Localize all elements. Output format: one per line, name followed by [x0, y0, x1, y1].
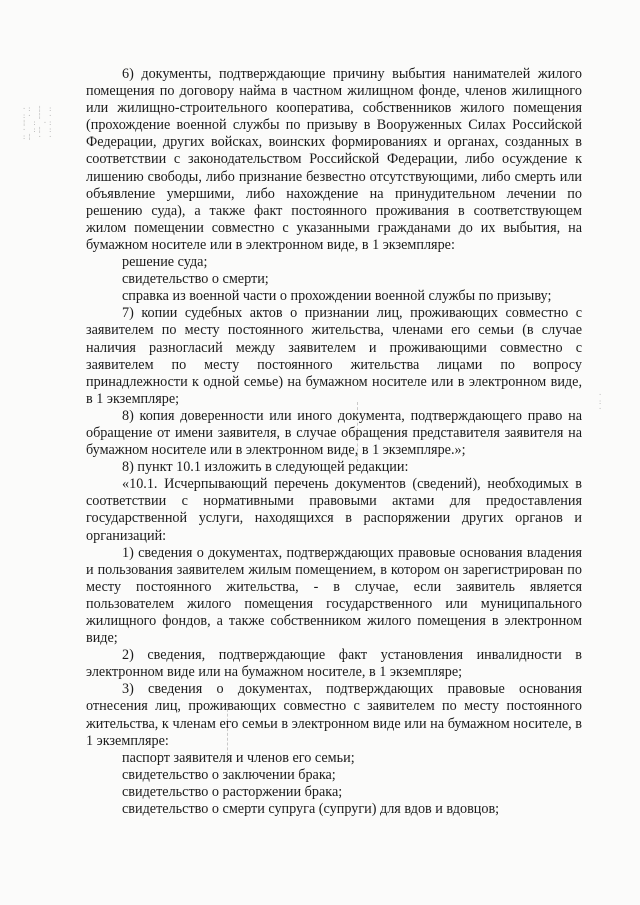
paragraph-section-10-1: «10.1. Исчерпывающий перечень документов (сведений), необходимых в соответствии с нормативными правовыми актами для предоставления государственной услуги, находящихся в распоряжении других органов и организаций:: [86, 476, 582, 544]
paragraph-subitem-1: 1) сведения о документах, подтверждающих правовые основания владения и пользования заявителем жилым помещением, в котором он зарегистрирован по месту постоянного жительства, - в случае, если заявитель является пользователем жилого помещения государственного или муниципального жилищного фондов, а также собственником жилого помещения в электронном виде;: [86, 544, 582, 647]
list-item-divorce-certificate: свидетельство о расторжении брака;: [122, 783, 343, 800]
document-body: [86, 66, 582, 818]
list-item-marriage-certificate: свидетельство о заключении брака;: [122, 766, 336, 783]
paragraph-subitem-2: 2) сведения, подтверждающие факт установления инвалидности в электронном виде или на бумажном носителе, в 1 экземпляре;: [86, 647, 582, 681]
list-item-passport: паспорт заявителя и членов его семьи;: [122, 749, 355, 766]
left-margin-scan-noise: ·: ¦ : :· ¦ · ¦ : ·: · :¦ : :¦ · ·: [22, 105, 54, 141]
paragraph-item-7: 7) копии судебных актов о признании лиц, проживающих совместно с заявителем по месту постоянного жительства, членами его семьи (в случае наличия разногласий между заявителем и проживающими совместно с заявителем по месту постоянного жительства лицами по вопросу принадлежности к одной семье) на бумажном носителе или в электронном виде, в 1 экземпляре;: [86, 305, 582, 407]
paragraph-item-8: 8) копия доверенности или иного документа, подтверждающего право на обращение от имени заявителя, в случае обращения представителя заявителя на бумажном носителе или в электронном виде, в 1 экземпляре.»;: [86, 407, 582, 459]
paragraph-item-6: 6) документы, подтверждающие причину выбытия нанимателей жилого помещения по договору найма в частном жилищном фонде, членов жилищного или жилищно-строительного кооператива, собственников жилого помещения (прохождение военной службы по призыву в Вооруженных Силах Российской Федерации, других войсках, воинских формированиях и органах, созданных в соответствии с законодательством Российской Федерации, либо осуждение к лишению свободы, либо признание безвестно отсутствующими, либо смерть или объявление умершими, либо нахождение на принудительном лечении по решению суда), а также факт постоянного проживания в соответствующем жилом помещении совместно с указанными гражданами до их выбытия, на бумажном носителе или в электронном виде, в 1 экземпляре:: [86, 66, 582, 253]
paragraph-subitem-3: 3) сведения о документах, подтверждающих правовые основания отнесения лиц, проживающих совместно с заявителем по месту постоянного жительства, к членам его семьи в электронном виде или на бумажном носителе, в 1 экземпляре:: [86, 681, 582, 749]
paragraph-amendment-8: 8) пункт 10.1 изложить в следующей редакции:: [122, 459, 409, 476]
list-item-death-certificate: свидетельство о смерти;: [122, 271, 269, 288]
list-item-court-decision: решение суда;: [122, 254, 208, 271]
list-item-spouse-death-certificate: свидетельство о смерти супруга (супруги) для вдов и вдовцов;: [122, 801, 500, 818]
list-item-military-certificate: справка из военной части о прохождении военной службы по призыву;: [122, 288, 552, 305]
right-margin-scan-noise: · : ·: [598, 391, 604, 413]
